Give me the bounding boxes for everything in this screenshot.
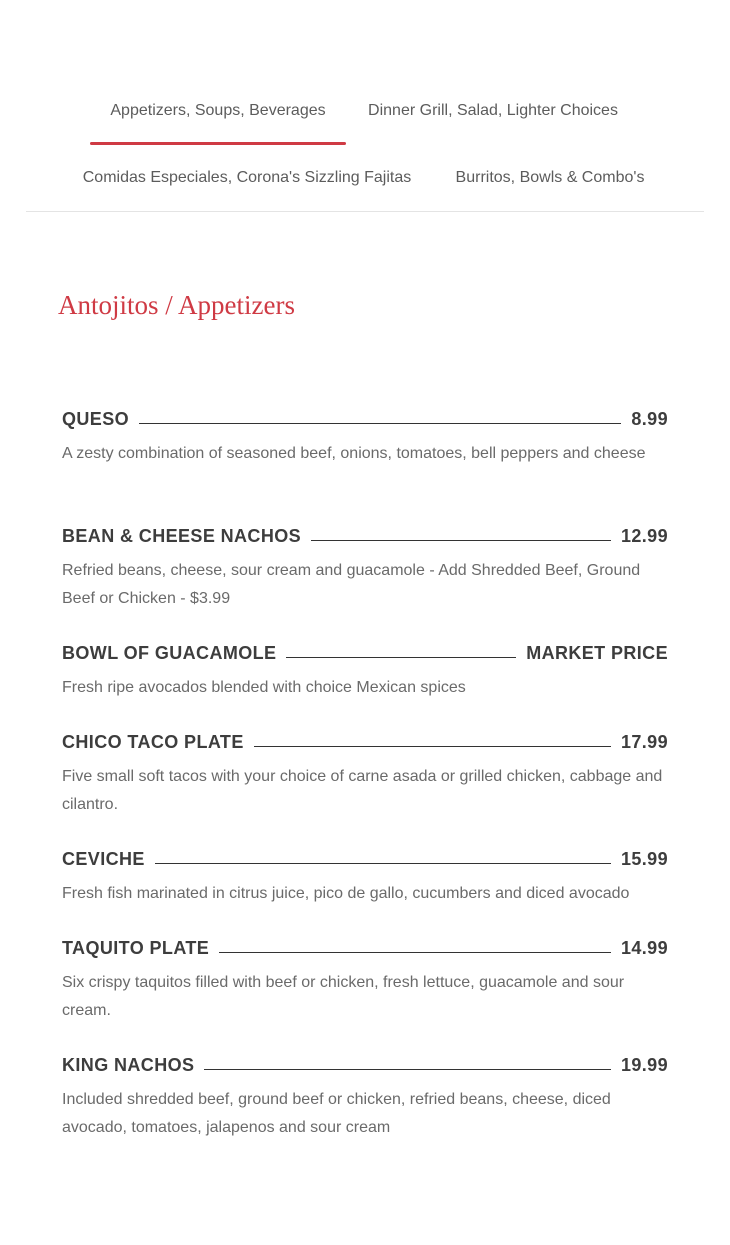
dotted-leader-line xyxy=(286,657,516,658)
menu-item-name: KING NACHOS xyxy=(62,1055,195,1075)
menu-item xyxy=(62,936,668,1025)
menu-tabs xyxy=(26,0,704,212)
menu-item-description: Fresh fish marinated in citrus juice, pico de gallo, cucumbers and diced avocado xyxy=(62,885,630,902)
menu-item xyxy=(62,407,668,468)
tab-dinner-grill-salad-lighter-choices[interactable]: Dinner Grill, Salad, Lighter Choices xyxy=(368,102,618,119)
menu-item-header xyxy=(62,730,668,754)
dotted-leader-line xyxy=(204,1069,611,1070)
menu-item-header xyxy=(62,641,668,665)
menu-item-price: 8.99 xyxy=(631,409,668,429)
menu-item-header xyxy=(62,524,668,548)
dotted-leader-line xyxy=(139,423,621,424)
menu-item-description: Included shredded beef, ground beef or chicken, refried beans, cheese, diced avocado, tomatoes, jalapenos and sour cream xyxy=(62,1091,611,1136)
menu-item xyxy=(62,847,668,908)
section-title: Antojitos / Appetizers xyxy=(58,290,295,320)
menu-item-name: CEVICHE xyxy=(62,849,145,869)
menu-item-name: BOWL OF GUACAMOLE xyxy=(62,643,277,663)
menu-item-price: 19.99 xyxy=(620,1055,668,1075)
menu-item-description: Five small soft tacos with your choice of carne asada or grilled chicken, cabbage and cilantro. xyxy=(62,768,663,813)
menu-item-description: Six crispy taquitos filled with beef or chicken, fresh lettuce, guacamole and sour cream. xyxy=(62,974,625,1019)
menu-item-header xyxy=(62,1053,668,1077)
menu-item-price: 15.99 xyxy=(620,849,668,869)
menu-item-name: QUESO xyxy=(62,409,130,429)
menu-item-header xyxy=(62,407,668,431)
menu-item xyxy=(62,730,668,819)
menu-item-name: CHICO TACO PLATE xyxy=(62,732,244,752)
menu-item-name: TAQUITO PLATE xyxy=(62,938,210,958)
menu-item-price: 14.99 xyxy=(620,938,668,958)
menu-item-description: A zesty combination of seasoned beef, onions, tomatoes, bell peppers and cheese xyxy=(62,445,646,462)
menu-item-name: BEAN & CHEESE NACHOS xyxy=(62,526,302,546)
tab-comidas-especiales-fajitas[interactable]: Comidas Especiales, Corona's Sizzling Fajitas xyxy=(82,169,412,186)
menu-item-price: 17.99 xyxy=(620,732,668,752)
menu-item-header xyxy=(62,936,668,960)
dotted-leader-line xyxy=(219,952,611,953)
dotted-leader-line xyxy=(155,863,611,864)
menu-item-description: Refried beans, cheese, sour cream and guacamole - Add Shredded Beef, Ground Beef or Chicken - $3.99 xyxy=(62,562,641,607)
menu-item xyxy=(62,524,668,613)
menu-item-description: Fresh ripe avocados blended with choice Mexican spices xyxy=(62,679,466,696)
menu-item-price: MARKET PRICE xyxy=(526,643,668,663)
menu-item xyxy=(62,641,668,702)
tab-appetizers-soups-beverages[interactable]: Appetizers, Soups, Beverages xyxy=(90,101,346,121)
menu-item-price: 12.99 xyxy=(620,526,668,546)
tab-burritos-bowls-combos[interactable]: Burritos, Bowls & Combo's xyxy=(455,169,645,186)
dotted-leader-line xyxy=(254,746,611,747)
menu-item xyxy=(62,1053,668,1142)
dotted-leader-line xyxy=(311,540,611,541)
menu-item-header xyxy=(62,847,668,871)
